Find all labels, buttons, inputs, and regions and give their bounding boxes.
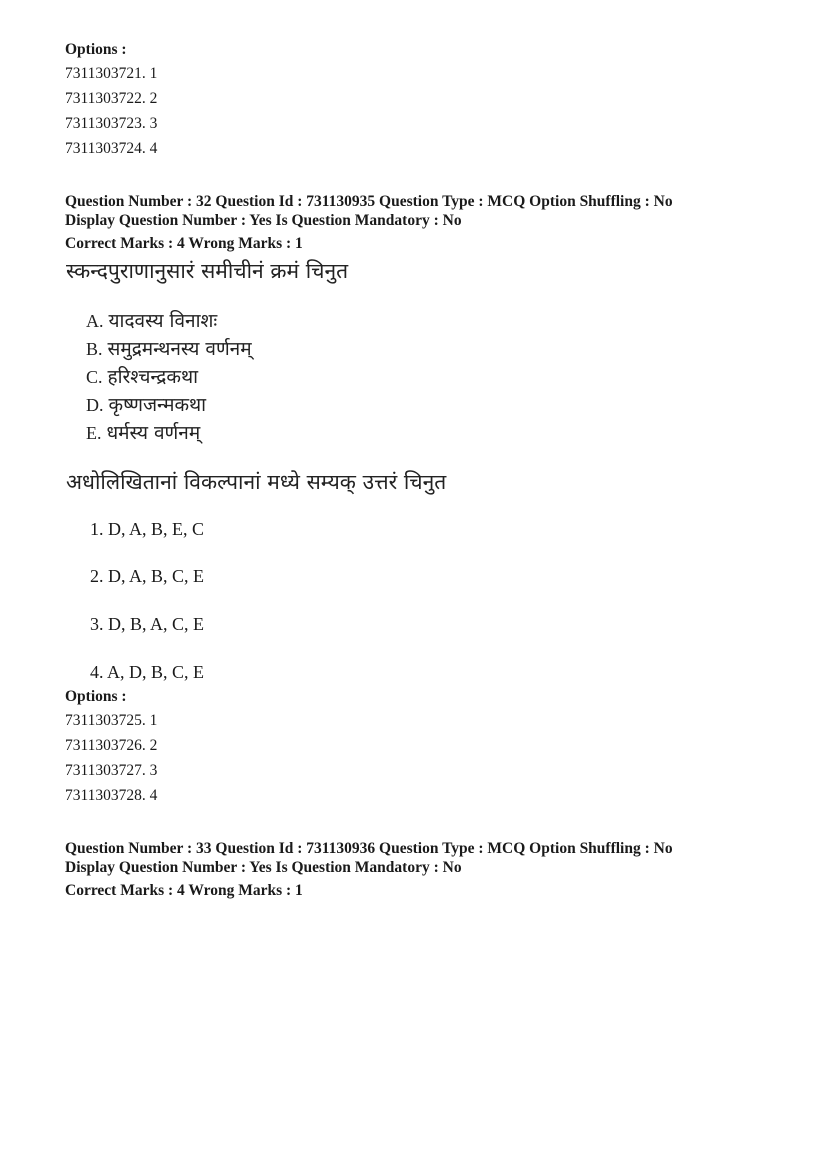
statement-e [86, 420, 200, 446]
question-header: Question Number : 32 Question Id : 731130935 Question Type : MCQ Option Shuffling : No [65, 193, 673, 210]
statement-label: C. [86, 367, 103, 387]
question-text: स्कन्दपुराणानुसारं समीचीनं क्रमं चिनुत [66, 259, 349, 283]
options-heading: Options : [65, 41, 127, 58]
option-id: 7311303726. 2 [65, 737, 158, 754]
options-heading: Options : [65, 688, 127, 705]
statement-label: E. [86, 423, 102, 443]
answer-choice: 2. D, A, B, C, E [90, 566, 205, 586]
marks-line: Correct Marks : 4 Wrong Marks : 1 [65, 882, 303, 899]
option-id: 7311303727. 3 [65, 762, 158, 779]
statement-text: यादवस्य विनाशः [108, 310, 218, 332]
statement-label: A. [86, 311, 104, 331]
statement-text: हरिश्चन्द्रकथा [107, 366, 199, 388]
question-header-line2: Display Question Number : Yes Is Question Mandatory : No [65, 212, 462, 229]
option-id: 7311303724. 4 [65, 140, 158, 157]
instruction-text: अधोलिखितानां विकल्पानां मध्ये सम्यक् उत्तरं चिनुत [66, 470, 447, 494]
statement-text: कृष्णजन्मकथा [108, 394, 207, 416]
statement-d [86, 392, 206, 418]
statement-a [86, 308, 217, 334]
option-id: 7311303723. 3 [65, 115, 158, 132]
option-id: 7311303728. 4 [65, 787, 158, 804]
option-id: 7311303721. 1 [65, 65, 158, 82]
statement-label: B. [86, 339, 103, 359]
option-id: 7311303722. 2 [65, 90, 158, 107]
question-header-line2: Display Question Number : Yes Is Question Mandatory : No [65, 859, 462, 876]
statement-text: समुद्रमन्थनस्य वर्णनम् [107, 338, 252, 360]
answer-choice: 4. A, D, B, C, E [90, 662, 205, 682]
statement-label: D. [86, 395, 104, 415]
question-header: Question Number : 33 Question Id : 731130936 Question Type : MCQ Option Shuffling : No [65, 840, 673, 857]
statement-b [86, 336, 252, 362]
answer-choice: 1. D, A, B, E, C [90, 519, 205, 539]
option-id: 7311303725. 1 [65, 712, 158, 729]
statement-c [86, 364, 198, 390]
marks-line: Correct Marks : 4 Wrong Marks : 1 [65, 235, 303, 252]
statement-text: धर्मस्य वर्णनम् [106, 422, 201, 444]
answer-choice: 3. D, B, A, C, E [90, 614, 205, 634]
